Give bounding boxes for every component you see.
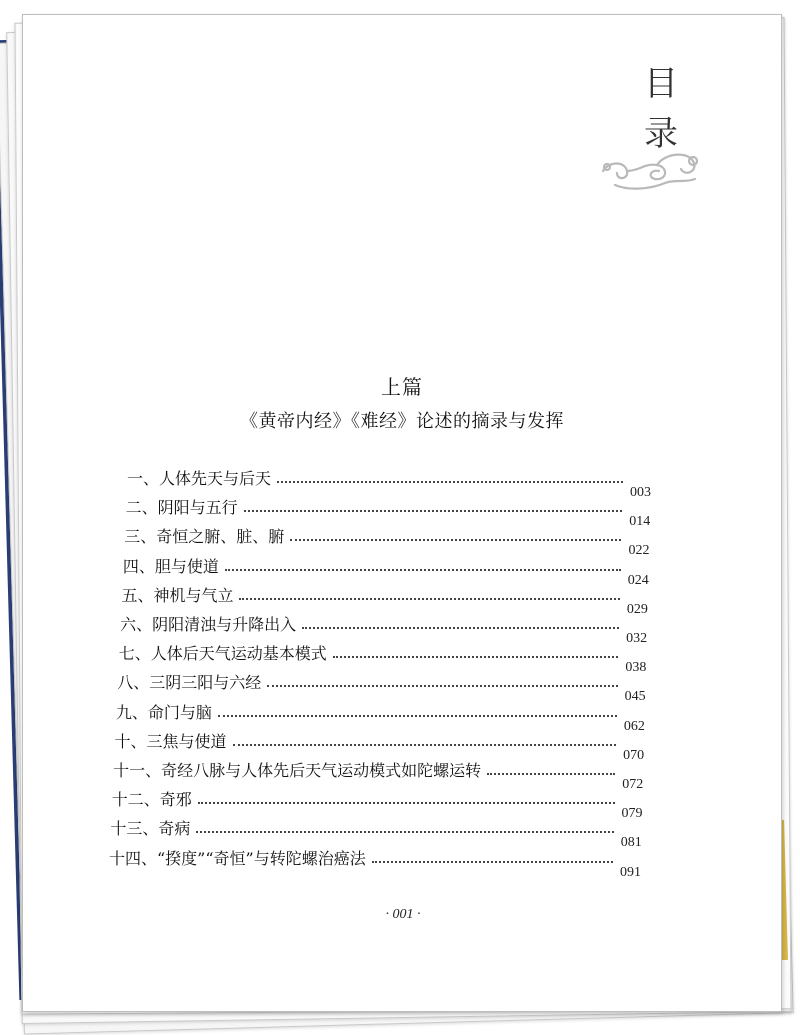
toc-entry-title: 九、命门与脑 — [115, 702, 212, 722]
toc-entry-title: 一、人体先天与后天 — [127, 469, 272, 488]
heading-char: 目 — [644, 64, 678, 104]
toc-entry-title: 十、三焦与使道 — [114, 731, 227, 751]
toc-entry-page: 024 — [627, 572, 649, 588]
toc-entry-title: 二、阴阳与五行 — [125, 498, 238, 518]
dot-leader — [244, 510, 623, 512]
toc-entry[interactable] — [126, 492, 623, 518]
toc-page-cell — [624, 709, 645, 735]
toc-entry-title: 十一、奇经八脉与人体先后天气运动模式如陀螺运转 — [113, 761, 482, 780]
toc-entry-page: 079 — [621, 806, 643, 822]
toc-entry[interactable] — [112, 784, 615, 810]
toc-entry-title: 六、阴阳清浊与升降出入 — [120, 615, 297, 634]
dot-leader — [225, 569, 621, 571]
toc-page-cell — [621, 825, 642, 851]
toc-page-cell — [626, 621, 647, 647]
toc-page-cell — [627, 592, 648, 618]
toc-page-cell — [628, 563, 649, 589]
table-of-contents — [23, 15, 781, 1011]
toc-page-cell — [625, 679, 646, 705]
toc-entry-page: 072 — [622, 777, 644, 792]
toc-entry[interactable] — [123, 551, 621, 577]
toc-entry-title: 五、神机与气立 — [121, 585, 234, 605]
toc-entry-page: 045 — [624, 689, 646, 705]
toc-entry-title: 七、人体后天气运动基本模式 — [118, 644, 327, 664]
toc-entry-page: 032 — [626, 631, 648, 646]
dot-leader — [239, 598, 619, 600]
heading-char: 录 — [644, 114, 678, 154]
dot-leader — [372, 861, 613, 863]
toc-entry[interactable] — [113, 755, 615, 781]
toc-entry-title: 十四、“揆度”“奇恒”与转陀螺治癌法 — [109, 848, 366, 868]
dot-leader — [218, 715, 617, 717]
dot-leader — [487, 773, 615, 775]
toc-entry[interactable] — [124, 521, 621, 547]
toc-entry[interactable] — [109, 843, 613, 869]
dot-leader — [196, 831, 613, 833]
toc-entry[interactable] — [121, 580, 619, 606]
dot-leader — [233, 744, 617, 746]
contents-page — [22, 14, 782, 1012]
dot-leader — [267, 685, 617, 687]
toc-entry-page: 091 — [620, 864, 641, 880]
dot-leader — [290, 539, 621, 541]
toc-entry[interactable] — [127, 463, 623, 489]
page-number: · 001 · — [385, 907, 421, 922]
toc-entry-page: 081 — [620, 835, 642, 851]
toc-entry-title: 四、胆与使道 — [122, 556, 219, 576]
dot-leader — [198, 802, 615, 804]
dot-leader — [333, 656, 619, 658]
section-title: 上篇 — [381, 375, 423, 399]
toc-entry-page: 003 — [630, 485, 651, 500]
toc-entry-title: 三、奇恒之腑、脏、腑 — [124, 527, 285, 547]
toc-entry[interactable] — [116, 697, 617, 723]
toc-page-cell — [625, 650, 646, 676]
toc-entry[interactable] — [115, 726, 617, 752]
toc-entry-title: 十二、奇邪 — [111, 790, 192, 810]
toc-entry-title: 十三、奇病 — [110, 819, 191, 839]
toc-entry[interactable] — [120, 609, 619, 635]
toc-page-cell — [623, 738, 644, 764]
toc-entry-page: 070 — [623, 747, 645, 763]
toc-entry-page: 014 — [629, 514, 651, 530]
toc-entry-page: 038 — [625, 660, 647, 676]
toc-entry-title: 八、三阴三阳与六经 — [117, 673, 262, 693]
toc-page-cell — [629, 504, 650, 530]
toc-page-cell — [622, 767, 643, 793]
toc-entry[interactable] — [119, 638, 619, 664]
toc-entry[interactable] — [110, 813, 613, 839]
toc-page-cell — [630, 475, 651, 501]
toc-entry-page: 022 — [628, 543, 650, 559]
dot-leader — [277, 481, 623, 483]
section-subtitle: 《黄帝内经》《难经》论述的摘录与发挥 — [240, 411, 564, 432]
toc-entry-page: 029 — [626, 601, 648, 617]
toc-entry[interactable] — [117, 667, 617, 693]
toc-page-cell — [622, 796, 643, 822]
dot-leader — [302, 627, 619, 629]
toc-page-cell — [620, 855, 641, 881]
toc-page-cell — [628, 533, 649, 559]
toc-entry-page: 062 — [623, 718, 645, 734]
